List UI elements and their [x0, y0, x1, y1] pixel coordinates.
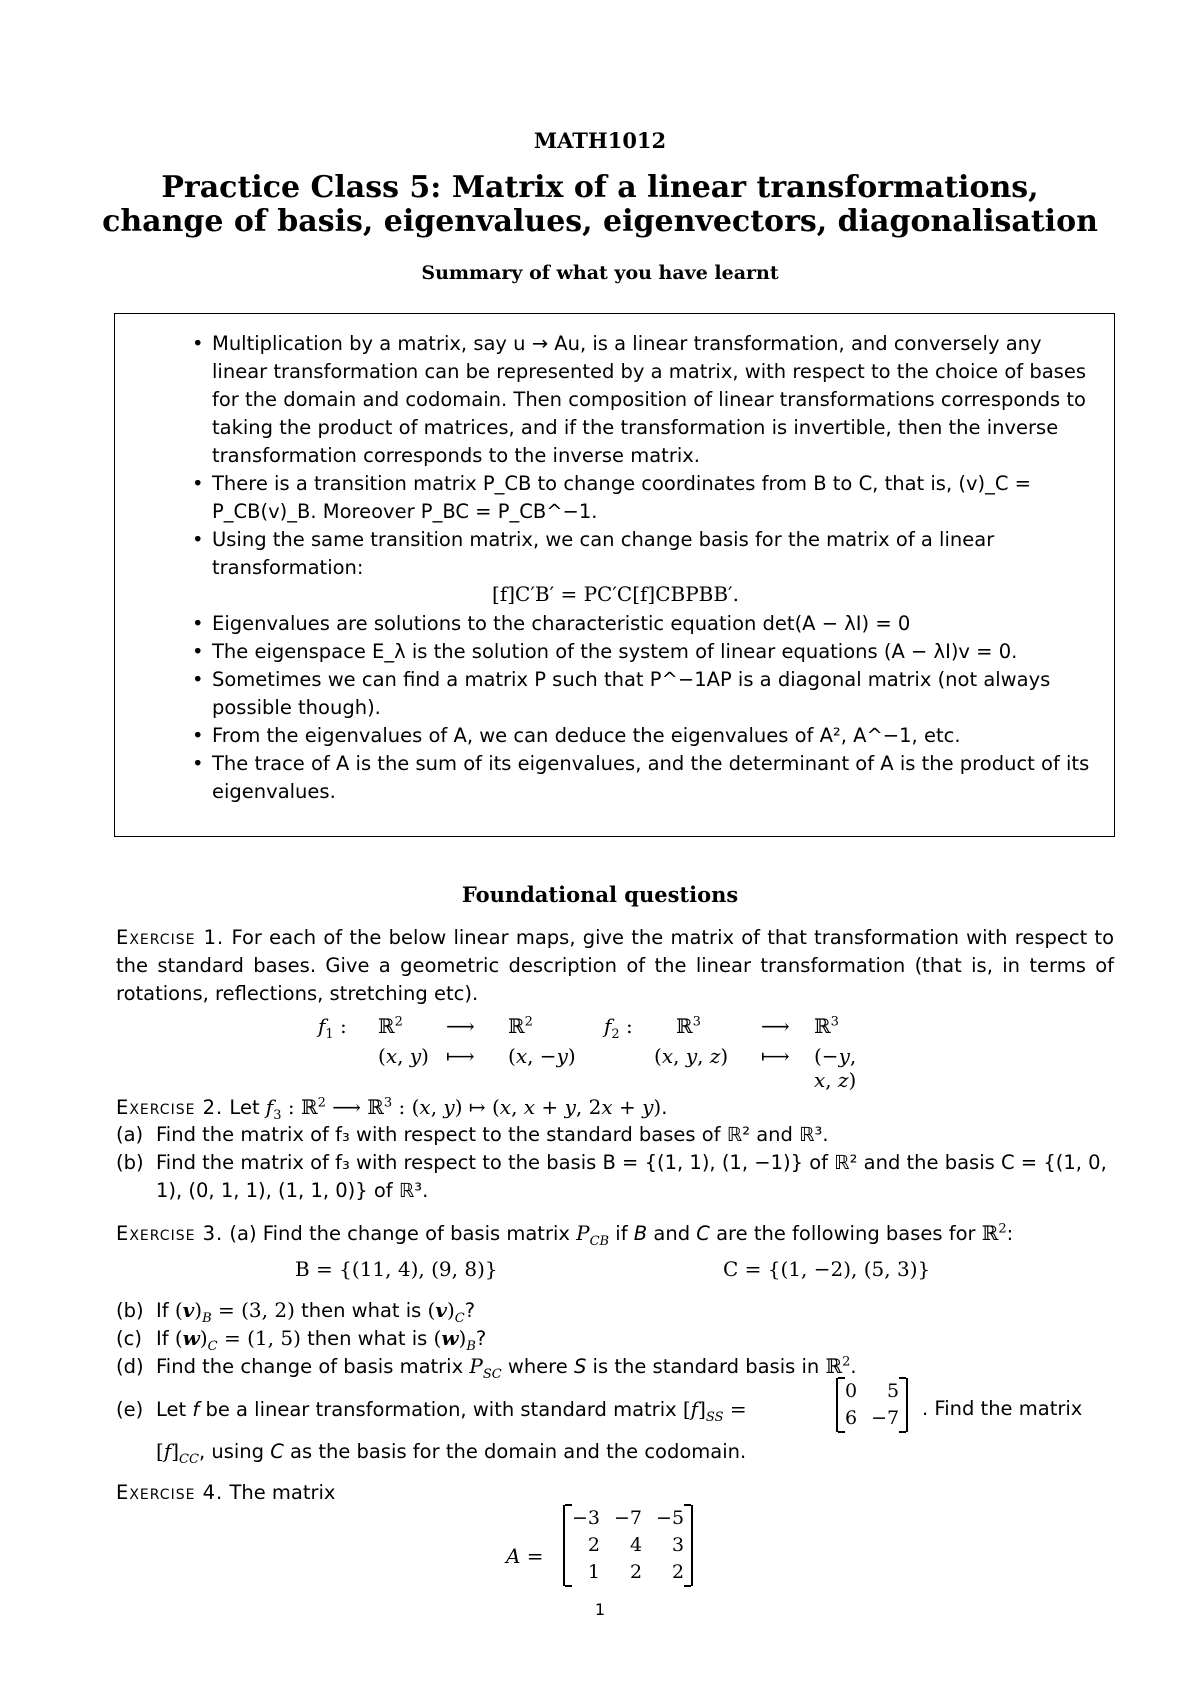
transition-formula: [f]C′B′ = PC′C[f]CBPBB′.: [492, 582, 739, 606]
exercise-1-text: For each of the below linear maps, give the matrix of that transformation with respect to the standard bases. Give a geometric description of the linear transformation (that is, in terms of rotations, reflections, stretching etc).: [116, 926, 1115, 1005]
bullet-icon: •: [192, 668, 204, 691]
bullet-icon: •: [192, 640, 204, 663]
matrix-a: −3 −7 −5 2 4 3 1 2 2: [563, 1505, 693, 1586]
exercise-3: Exercise 3. (a) Find the change of basis matrix $P_{CB}$ if B and C are the following bases for ℝ$^2$:: [116, 1221, 1014, 1249]
exercise-4: Exercise 4. The matrix: [116, 1481, 336, 1504]
summary-heading: Summary of what you have learnt: [421, 262, 779, 284]
exercise-label: Exercise 2.: [116, 1096, 224, 1119]
summary-bullet-7: • From the eigenvalues of A, we can deduce the eigenvalues of A², A^−1, etc.: [212, 722, 1092, 750]
exercise-2b: (b) Find the matrix of f₃ with respect to the basis B = {(1, 1), (1, −1)} of ℝ² and the basis C = {(1, 0, 1), (0, 1, 1), (1, 1, 0)} of ℝ³.: [116, 1151, 1107, 1202]
exercise-3d: (d) Find the change of basis matrix $P_{SC}$ where S is the standard basis in ℝ$^2$.: [116, 1354, 857, 1382]
basis-b: B = {(11, 4), (9, 8)}: [295, 1257, 498, 1281]
exercise-label: Exercise 1.: [116, 926, 225, 949]
bullet-icon: •: [192, 472, 204, 495]
exercise-3c: (c) If $(w)_C = (1$, 5) then what is $(w)_B$?: [116, 1326, 487, 1354]
exercise-2a: (a) Find the matrix of f₃ with respect to the standard bases of ℝ² and ℝ³.: [116, 1123, 829, 1146]
foundational-heading: Foundational questions: [461, 882, 739, 907]
exercise-1: [116, 924, 1114, 1008]
bullet-icon: •: [192, 528, 204, 551]
summary-bullet-1: • Multiplication by a matrix, say u → Au, is a linear transformation, and conversely any linear transformation can be represented by a matrix, with respect to the choice of bases for the domain and codomain. Then composition of linear transformations corresponds to taking the product of matrices, and if the transformation is invertible, then the inverse transformation corresponds to the inverse matrix.: [192, 332, 1086, 467]
page-title-line-2: change of basis, eigenvalues, eigenvectors, diagonalisation: [102, 204, 1098, 239]
page-title-line-1: Practice Class 5: Matrix of a linear transformations,: [161, 170, 1039, 205]
exercise-2: Exercise 2. Let $f_3$ : ℝ$^2$ ⟶ ℝ$^3$ : (x, y) ↦ (x, x + y, 2x + y).: [116, 1095, 668, 1123]
exercise-3b: (b) If $(v)_B = (3$, 2) then what is $(v)_C$?: [116, 1298, 476, 1326]
exercise-3e: (e) Let f be a linear transformation, with standard matrix $[f]_{SS}$ =: [116, 1397, 747, 1425]
bullet-icon: •: [192, 724, 204, 747]
summary-bullet-4: • Eigenvalues are solutions to the characteristic equation det(A − λI) = 0: [212, 610, 1092, 638]
summary-bullet-3: • Using the same transition matrix, we can change basis for the matrix of a linear transformation:: [192, 528, 995, 579]
matrix-a-label: A =: [506, 1544, 544, 1568]
exercise-3e-cont: $[f]_{CC}$, using C as the basis for the domain and the codomain.: [156, 1439, 747, 1467]
matrix-f-ss: 0 5 6 −7: [836, 1378, 908, 1432]
exercise-label: Exercise 4.: [116, 1481, 224, 1504]
summary-box: [114, 313, 1115, 837]
exercise-3e-tail: . Find the matrix: [922, 1397, 1083, 1420]
page-number: 1: [594, 1600, 606, 1619]
summary-bullet-2: • There is a transition matrix P_CB to change coordinates from B to C, that is, (v)_C = P_CB(v)_B. Moreover P_BC = P_CB^−1.: [192, 472, 1032, 523]
summary-bullet-6: • Sometimes we can find a matrix P such that P^−1AP is a diagonal matrix (not always possible though).: [192, 668, 1051, 719]
bullet-icon: •: [192, 332, 204, 355]
course-code: MATH1012: [533, 128, 667, 153]
summary-bullet-5: • The eigenspace E_λ is the solution of the system of linear equations (A − λI)v = 0.: [212, 638, 1092, 666]
bullet-icon: •: [192, 752, 204, 775]
bullet-icon: •: [192, 612, 204, 635]
basis-c: C = {(1, −2), (5, 3)}: [723, 1257, 931, 1281]
summary-bullet-8: • The trace of A is the sum of its eigenvalues, and the determinant of A is the product of its eigenvalues.: [192, 752, 1090, 803]
exercise-label: Exercise 3.: [116, 1222, 224, 1245]
